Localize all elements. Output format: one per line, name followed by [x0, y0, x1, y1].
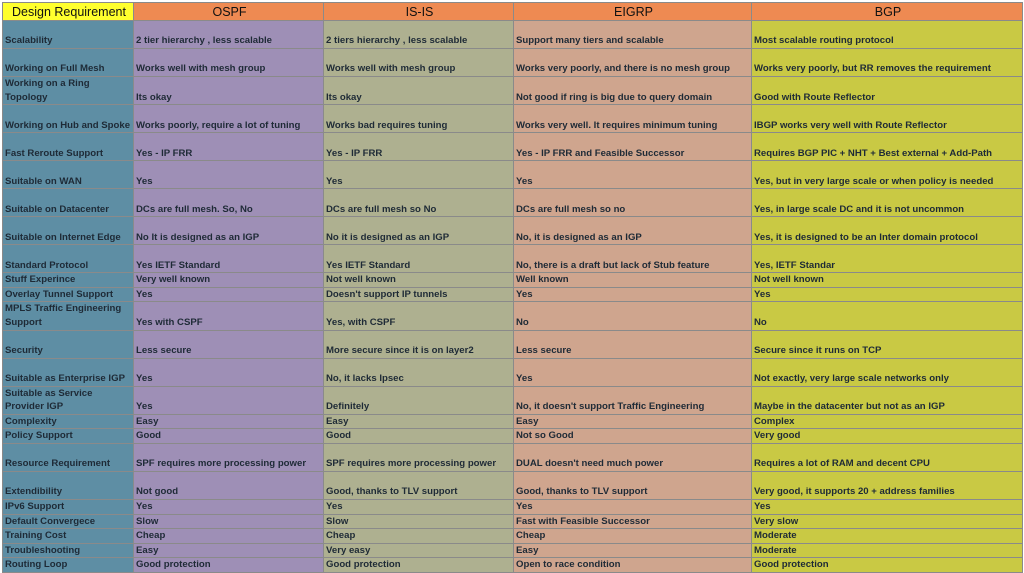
cell-is-is: Works well with mesh group: [324, 49, 514, 77]
cell-is-is: Very easy: [324, 543, 514, 558]
cell-eigrp: Works very poorly, and there is no mesh group: [514, 49, 752, 77]
table-row: [3, 330, 1023, 358]
cell-eigrp: No, there is a draft but lack of Stub feature: [514, 245, 752, 273]
header-bgp: BGP: [752, 3, 1023, 21]
cell-bgp: Most scalable routing protocol: [752, 21, 1023, 49]
cell-ospf: Yes - IP FRR: [134, 133, 324, 161]
cell-bgp: Yes, IETF Standar: [752, 245, 1023, 273]
cell-is-is: Easy: [324, 414, 514, 429]
table-row: [3, 529, 1023, 544]
cell-is-is: No, it lacks Ipsec: [324, 358, 514, 386]
cell-ospf: DCs are full mesh. So, No: [134, 189, 324, 217]
cell-bgp: Very good: [752, 429, 1023, 444]
cell-eigrp: Support many tiers and scalable: [514, 21, 752, 49]
cell-bgp: Not exactly, very large scale networks only: [752, 358, 1023, 386]
cell-requirement: Suitable as Service Provider IGP: [3, 386, 134, 414]
cell-is-is: 2 tiers hierarchy , less scalable: [324, 21, 514, 49]
cell-is-is: Works bad requires tuning: [324, 105, 514, 133]
cell-ospf: Yes with CSPF: [134, 302, 324, 330]
cell-ospf: Very well known: [134, 273, 324, 288]
cell-is-is: Good protection: [324, 558, 514, 573]
table-row: [3, 105, 1023, 133]
table-row: [3, 77, 1023, 105]
cell-bgp: Moderate: [752, 529, 1023, 544]
cell-requirement: MPLS Traffic Engineering Support: [3, 302, 134, 330]
cell-is-is: Good, thanks to TLV support: [324, 471, 514, 499]
table-row: [3, 543, 1023, 558]
cell-requirement: Extendibility: [3, 471, 134, 499]
cell-bgp: Yes: [752, 499, 1023, 514]
table-row: [3, 302, 1023, 330]
cell-requirement: Resource Requirement: [3, 443, 134, 471]
cell-requirement: Working on a Ring Topology: [3, 77, 134, 105]
cell-requirement: Troubleshooting: [3, 543, 134, 558]
cell-eigrp: Yes: [514, 358, 752, 386]
cell-is-is: Its okay: [324, 77, 514, 105]
cell-bgp: Good protection: [752, 558, 1023, 573]
cell-eigrp: Yes: [514, 499, 752, 514]
cell-bgp: Yes, but in very large scale or when policy is needed: [752, 161, 1023, 189]
cell-bgp: Secure since it runs on TCP: [752, 330, 1023, 358]
cell-ospf: Not good: [134, 471, 324, 499]
cell-requirement: Default Convergece: [3, 514, 134, 529]
cell-is-is: SPF requires more processing power: [324, 443, 514, 471]
cell-eigrp: Works very well. It requires minimum tuning: [514, 105, 752, 133]
table-row: [3, 471, 1023, 499]
cell-ospf: Easy: [134, 543, 324, 558]
cell-is-is: Not well known: [324, 273, 514, 288]
table-row: [3, 133, 1023, 161]
cell-ospf: SPF requires more processing power: [134, 443, 324, 471]
cell-eigrp: Open to race condition: [514, 558, 752, 573]
cell-eigrp: DCs are full mesh so no: [514, 189, 752, 217]
cell-requirement: Overlay Tunnel Support: [3, 287, 134, 302]
cell-ospf: Yes IETF Standard: [134, 245, 324, 273]
table-row: [3, 414, 1023, 429]
cell-eigrp: No: [514, 302, 752, 330]
cell-ospf: Good: [134, 429, 324, 444]
cell-is-is: Yes - IP FRR: [324, 133, 514, 161]
cell-is-is: Cheap: [324, 529, 514, 544]
table-row: [3, 161, 1023, 189]
table-row: [3, 49, 1023, 77]
cell-ospf: No It is designed as an IGP: [134, 217, 324, 245]
cell-requirement: Fast Reroute Support: [3, 133, 134, 161]
cell-is-is: Yes: [324, 499, 514, 514]
cell-bgp: Not well known: [752, 273, 1023, 288]
cell-eigrp: Not so Good: [514, 429, 752, 444]
table-row: [3, 499, 1023, 514]
cell-ospf: Works poorly, require a lot of tuning: [134, 105, 324, 133]
cell-bgp: Requires BGP PIC + NHT + Best external + Add-Path: [752, 133, 1023, 161]
cell-requirement: Standard Protocol: [3, 245, 134, 273]
cell-eigrp: Easy: [514, 414, 752, 429]
cell-eigrp: Fast with Feasible Successor: [514, 514, 752, 529]
cell-eigrp: Well known: [514, 273, 752, 288]
cell-bgp: Very slow: [752, 514, 1023, 529]
cell-is-is: More secure since it is on layer2: [324, 330, 514, 358]
cell-requirement: Complexity: [3, 414, 134, 429]
table-row: [3, 273, 1023, 288]
cell-is-is: Slow: [324, 514, 514, 529]
cell-is-is: Doesn't support IP tunnels: [324, 287, 514, 302]
cell-eigrp: Cheap: [514, 529, 752, 544]
cell-eigrp: Yes: [514, 287, 752, 302]
cell-requirement: Security: [3, 330, 134, 358]
table-row: [3, 189, 1023, 217]
cell-bgp: Works very poorly, but RR removes the requirement: [752, 49, 1023, 77]
cell-requirement: Routing Loop: [3, 558, 134, 573]
cell-is-is: No it is designed as an IGP: [324, 217, 514, 245]
cell-ospf: Yes: [134, 499, 324, 514]
cell-is-is: Yes IETF Standard: [324, 245, 514, 273]
cell-requirement: Suitable as Enterprise IGP: [3, 358, 134, 386]
cell-ospf: Cheap: [134, 529, 324, 544]
cell-ospf: Yes: [134, 287, 324, 302]
cell-bgp: Yes: [752, 287, 1023, 302]
cell-ospf: Less secure: [134, 330, 324, 358]
cell-ospf: Easy: [134, 414, 324, 429]
table-row: [3, 21, 1023, 49]
cell-requirement: Working on Hub and Spoke: [3, 105, 134, 133]
header-design-requirement: Design Requirement: [3, 3, 134, 21]
cell-requirement: IPv6 Support: [3, 499, 134, 514]
cell-eigrp: Good, thanks to TLV support: [514, 471, 752, 499]
cell-eigrp: Yes: [514, 161, 752, 189]
cell-eigrp: Yes - IP FRR and Feasible Successor: [514, 133, 752, 161]
cell-requirement: Suitable on Datacenter: [3, 189, 134, 217]
cell-ospf: Yes: [134, 358, 324, 386]
table-row: [3, 514, 1023, 529]
cell-requirement: Suitable on Internet Edge: [3, 217, 134, 245]
cell-requirement: Scalability: [3, 21, 134, 49]
cell-ospf: Good protection: [134, 558, 324, 573]
cell-requirement: Suitable on WAN: [3, 161, 134, 189]
header-row: [3, 3, 1023, 21]
table-row: [3, 358, 1023, 386]
cell-bgp: Yes, in large scale DC and it is not uncommon: [752, 189, 1023, 217]
cell-requirement: Working on Full Mesh: [3, 49, 134, 77]
table-row: [3, 287, 1023, 302]
cell-ospf: 2 tier hierarchy , less scalable: [134, 21, 324, 49]
cell-eigrp: Less secure: [514, 330, 752, 358]
cell-requirement: Training Cost: [3, 529, 134, 544]
cell-eigrp: Not good if ring is big due to query domain: [514, 77, 752, 105]
table-row: [3, 217, 1023, 245]
cell-bgp: Complex: [752, 414, 1023, 429]
table-row: [3, 429, 1023, 444]
table-row: [3, 386, 1023, 414]
cell-is-is: Definitely: [324, 386, 514, 414]
table-row: [3, 245, 1023, 273]
cell-bgp: IBGP works very well with Route Reflector: [752, 105, 1023, 133]
cell-eigrp: Easy: [514, 543, 752, 558]
cell-eigrp: DUAL doesn't need much power: [514, 443, 752, 471]
cell-is-is: DCs are full mesh so No: [324, 189, 514, 217]
cell-bgp: Yes, it is designed to be an Inter domain protocol: [752, 217, 1023, 245]
table-row: [3, 558, 1023, 573]
header-eigrp: EIGRP: [514, 3, 752, 21]
cell-ospf: Works well with mesh group: [134, 49, 324, 77]
cell-bgp: Moderate: [752, 543, 1023, 558]
cell-bgp: Very good, it supports 20 + address families: [752, 471, 1023, 499]
header-is-is: IS-IS: [324, 3, 514, 21]
table-body: [3, 21, 1023, 573]
cell-ospf: Yes: [134, 386, 324, 414]
cell-bgp: Maybe in the datacenter but not as an IGP: [752, 386, 1023, 414]
cell-ospf: Its okay: [134, 77, 324, 105]
cell-bgp: Good with Route Reflector: [752, 77, 1023, 105]
cell-bgp: Requires a lot of RAM and decent CPU: [752, 443, 1023, 471]
cell-is-is: Yes: [324, 161, 514, 189]
comparison-table: [2, 2, 1023, 573]
header-ospf: OSPF: [134, 3, 324, 21]
cell-eigrp: No, it is designed as an IGP: [514, 217, 752, 245]
cell-ospf: Yes: [134, 161, 324, 189]
cell-ospf: Slow: [134, 514, 324, 529]
cell-is-is: Good: [324, 429, 514, 444]
cell-requirement: Policy Support: [3, 429, 134, 444]
table-row: [3, 443, 1023, 471]
cell-requirement: Stuff Experince: [3, 273, 134, 288]
cell-is-is: Yes, with CSPF: [324, 302, 514, 330]
cell-eigrp: No, it doesn't support Traffic Engineering: [514, 386, 752, 414]
cell-bgp: No: [752, 302, 1023, 330]
